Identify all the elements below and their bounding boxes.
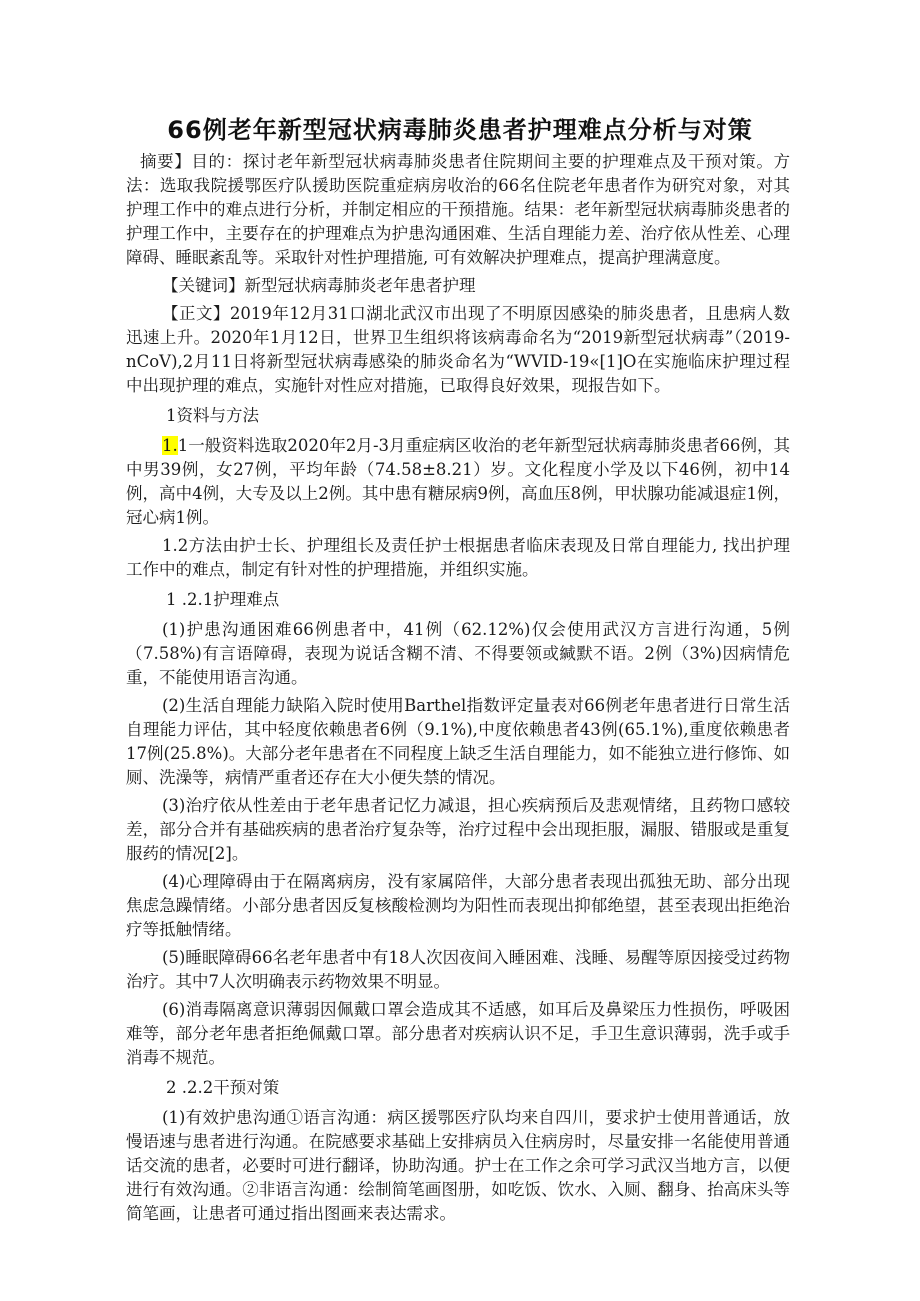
keywords-paragraph: 【关键词】新型冠状病毒肺炎老年患者护理: [162, 276, 476, 295]
highlight-mark: 1.: [162, 436, 178, 455]
difficulty-paragraph: (5)睡眠障碍66名老年患者中有18人次因夜间入睡困难、浅睡、易醒等原因接受过药物治疗。其中7人次明确表示药物效果不明显。: [126, 948, 790, 991]
paragraph-1-2: 1.2方法由护士长、护理组长及责任护士根据患者临床表现及日常自理能力, 找出护理工作中的难点，制定有针对性的护理措施，并组织实施。: [126, 536, 790, 579]
paragraph-1-1: [126, 434, 790, 530]
abstract-paragraph: 摘要】目的：探讨老年新型冠状病毒肺炎患者住院期间主要的护理难点及干预对策。方法：选取我院援鄂医疗队援助医院重症病房收治的66名住院老年患者作为研究对象，对其护理工作中的难点进行分析，并制定相应的干预措施。结果：老年新型冠状病毒肺炎患者的护理工作中，主要存在的护理难点为护患沟通困难、生活自理能力差、治疗依从性差、心理障碍、睡眠紊乱等。采取针对性护理措施, 可有效解决护理难点，提高护理满意度。: [126, 152, 790, 267]
difficulty-paragraph: (4)心理障碍由于在隔离病房，没有家属陪伴，大部分患者表现出孤独无助、部分出现焦虑急躁情绪。小部分患者因反复核酸检测均为阳性而表现出抑郁绝望，甚至表现出拒绝治疗等抵触情绪。: [126, 872, 790, 939]
difficulty-paragraph: (1)护患沟通困难66例患者中，41例（62.12%)仅会使用武汉方言进行沟通，5例（7.58%)有言语障碍，表现为说话含糊不清、不得要领或緘默不语。2例（3%)因病情危重，不能使用语言沟通。: [126, 620, 790, 687]
section-heading-1: 1资料与方法: [166, 406, 259, 425]
article-body: [126, 150, 790, 1230]
section-heading-1-2-1: 1 .2.1护理难点: [166, 590, 280, 609]
difficulty-paragraph: (2)生活自理能力缺陷入院时使用Barthel指数评定量表对66例老年患者进行日常生活自理能力评估，其中轻度依赖患者6例（9.1%),中度依赖患者43例(65.1%),重度依赖患者17例(25.8%)。大部分老年患者在不同程度上缺乏生活自理能力，如不能独立进行修饰、如厕、洗澡等，病情严重者还存在大小便失禁的情况。: [126, 696, 790, 787]
intro-paragraph: 【正文】2019年12月31口湖北武汉市出现了不明原因感染的肺炎患者，且患病人数迅速上升。2020年1月12日，世界卫生组织将该病毒命名为“2019新型冠状病毒”（2019-nCoV),2月11日将新型冠状病毒感染的肺炎命名为“WVID-19«[1]O在实施临床护理过程中出现护理的难点，实施针对性应对措施，已取得良好效果，现报告如下。: [126, 304, 790, 395]
page-title: 66例老年新型冠状病毒肺炎患者护理难点分析与对策: [167, 116, 753, 144]
measure-paragraph: (1)有效护患沟通①语言沟通：病区援鄂医疗队均来自四川，要求护士使用普通话，放慢语速与患者进行沟通。在院感要求基础上安排病员入住病房时，尽量安排一名能使用普通话交流的患者，必要时可进行翻译，协助沟通。护士在工作之余可学习武汉当地方言，以便进行有效沟通。②非语言沟通：绘制简笔画图册，如吃饭、饮水、入厕、翻身、抬高床头等简笔画，让患者可通过指出图画来表达需求。: [126, 1108, 790, 1223]
difficulty-paragraph: (3)治疗依从性差由于老年患者记忆力减退，担心疾病预后及悲观情绪，且药物口感较差，部分合并有基础疾病的患者治疗复杂等，治疗过程中会出现拒服，漏服、错服或是重复服药的情况[2]。: [126, 796, 790, 863]
difficulty-paragraph: (6)消毒隔离意识薄弱因佩戴口罩会造成其不适感，如耳后及鼻梁压力性损伤，呼吸困难等，部分老年患者拒绝佩戴口罩。部分患者对疾病认识不足，手卫生意识薄弱，洗手或手消毒不规范。: [126, 1000, 790, 1067]
section-heading-1-2-2: 2 .2.2干预对策: [166, 1078, 280, 1097]
paragraph-1-1-text: 1一般资料选取2020年2月-3月重症病区收治的老年新型冠状病毒肺炎患者66例，其中男39例，女27例，平均年龄（74.58±8.21）岁。文化程度小学及以下46例，初中14例，高中4例，大专及以上2例。其中患有糖尿病9例，高血压8例，甲状腺功能减退症1例，冠心病1例。: [126, 436, 790, 527]
